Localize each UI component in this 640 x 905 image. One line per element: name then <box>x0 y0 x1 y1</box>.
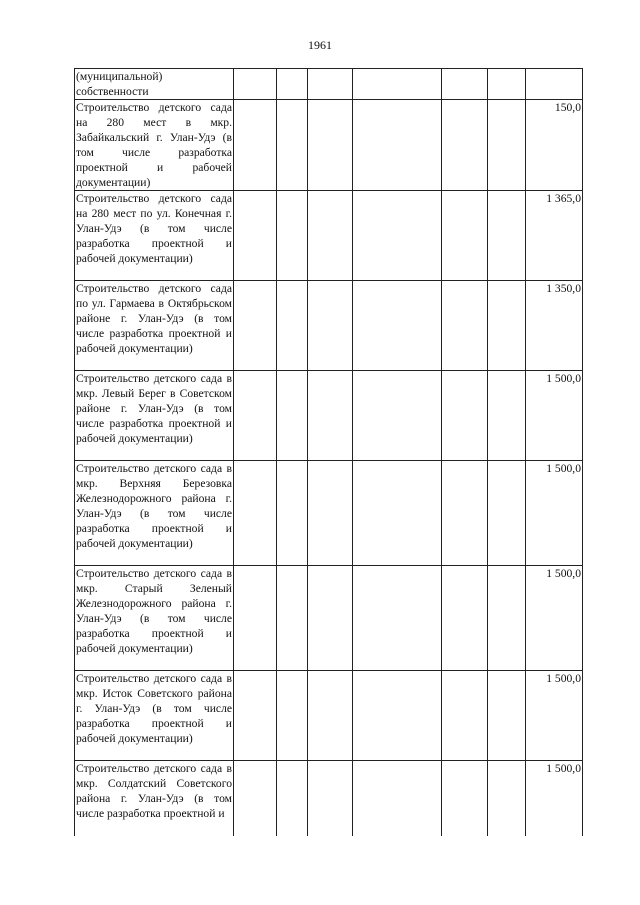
empty-cell <box>353 191 442 281</box>
table-row <box>75 69 583 100</box>
row-name-cell: Строительство детского сада в мкр. Левый Берег в Советском районе г. Улан-Удэ (в том числе разработка проектной и рабочей документации) <box>75 371 234 461</box>
empty-cell <box>353 69 442 100</box>
page-number: 1961 <box>308 38 332 52</box>
table-row <box>75 281 583 371</box>
row-name-cell: Строительство детского сада на 280 мест по ул. Конечная г. Улан-Удэ (в том числе разработка проектной и рабочей документации) <box>75 191 234 281</box>
row-amount-cell: 1 350,0 <box>526 281 583 371</box>
empty-cell <box>308 69 353 100</box>
empty-cell <box>442 281 488 371</box>
row-amount-cell: 1 500,0 <box>526 461 583 566</box>
table-row <box>75 371 583 461</box>
row-name-cell: Строительство детского сада в мкр. Верхняя Березовка Железнодорожного района г. Улан-Удэ (в том числе разработка проектной и рабочей документации) <box>75 461 234 566</box>
empty-cell <box>308 371 353 461</box>
row-name-cell: Строительство детского сада в мкр. Старый Зеленый Железнодорожного района г. Улан-Удэ (в том числе разработка проектной и рабочей документации) <box>75 566 234 671</box>
empty-cell <box>277 566 308 671</box>
empty-cell <box>442 461 488 566</box>
row-amount-cell: 1 500,0 <box>526 371 583 461</box>
empty-cell <box>234 566 277 671</box>
table-row <box>75 761 583 836</box>
empty-cell <box>488 371 526 461</box>
empty-cell <box>277 761 308 836</box>
empty-cell <box>234 461 277 566</box>
table-row <box>75 191 583 281</box>
empty-cell <box>353 761 442 836</box>
empty-cell <box>308 191 353 281</box>
empty-cell <box>442 566 488 671</box>
empty-cell <box>442 371 488 461</box>
row-amount-cell: 1 500,0 <box>526 761 583 836</box>
row-amount-cell: 150,0 <box>526 100 583 191</box>
empty-cell <box>234 761 277 836</box>
empty-cell <box>488 461 526 566</box>
empty-cell <box>488 761 526 836</box>
empty-cell <box>442 191 488 281</box>
empty-cell <box>308 566 353 671</box>
empty-cell <box>488 281 526 371</box>
empty-cell <box>353 461 442 566</box>
empty-cell <box>277 69 308 100</box>
row-name-cell: Строительство детского сада в мкр. Исток Советского района г. Улан-Удэ (в том числе разработка проектной и рабочей документации) <box>75 671 234 761</box>
empty-cell <box>488 69 526 100</box>
empty-cell <box>488 100 526 191</box>
empty-cell <box>353 566 442 671</box>
row-name-cell: Строительство детского сада на 280 мест в мкр. Забайкальский г. Улан-Удэ (в том числе разработка проектной и рабочей документации) <box>76 101 232 189</box>
empty-cell <box>353 100 442 191</box>
empty-cell <box>488 566 526 671</box>
row-amount-cell: 1 365,0 <box>526 191 583 281</box>
empty-cell <box>442 761 488 836</box>
row-amount-cell <box>526 69 583 100</box>
empty-cell <box>277 100 308 191</box>
empty-cell <box>277 281 308 371</box>
empty-cell <box>308 761 353 836</box>
empty-cell <box>353 281 442 371</box>
table-row <box>75 461 583 566</box>
row-name-cell: Строительство детского сада в мкр. Солдатский Советского района г. Улан-Удэ (в том числе разработка проектной и <box>75 761 234 836</box>
empty-cell <box>277 371 308 461</box>
empty-cell <box>308 281 353 371</box>
empty-cell <box>353 671 442 761</box>
empty-cell <box>234 100 277 191</box>
empty-cell <box>234 281 277 371</box>
empty-cell <box>488 671 526 761</box>
row-amount-cell: 1 500,0 <box>526 566 583 671</box>
empty-cell <box>442 100 488 191</box>
empty-cell <box>234 371 277 461</box>
empty-cell <box>234 671 277 761</box>
empty-cell <box>234 191 277 281</box>
empty-cell <box>488 191 526 281</box>
empty-cell <box>277 671 308 761</box>
table-row <box>75 671 583 761</box>
empty-cell <box>442 671 488 761</box>
empty-cell <box>442 69 488 100</box>
budget-table <box>74 68 583 836</box>
row-name-cell: (муниципальной) собственности <box>75 69 234 100</box>
row-amount-cell: 1 500,0 <box>526 671 583 761</box>
empty-cell <box>277 461 308 566</box>
empty-cell <box>277 191 308 281</box>
empty-cell <box>234 69 277 100</box>
empty-cell <box>308 671 353 761</box>
empty-cell <box>308 100 353 191</box>
empty-cell <box>353 371 442 461</box>
table-row <box>75 100 583 191</box>
empty-cell <box>308 461 353 566</box>
row-name-cell: Строительство детского сада по ул. Гармаева в Октябрьском районе г. Улан-Удэ (в том числе разработка проектной и рабочей документации) <box>75 281 234 371</box>
table-row <box>75 566 583 671</box>
